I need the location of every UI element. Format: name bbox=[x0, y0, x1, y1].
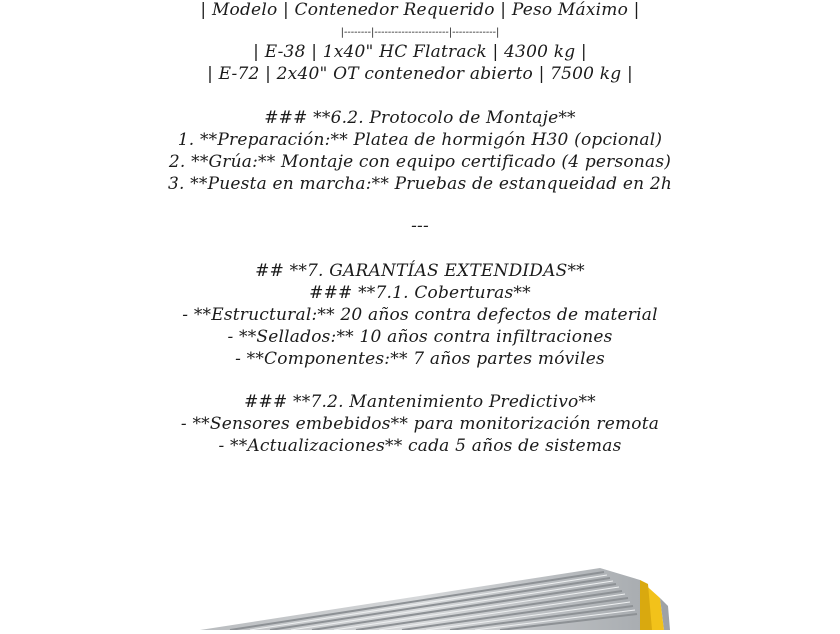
section-heading-6-2: ### **6.2. Protocolo de Montaje** bbox=[264, 108, 576, 128]
table-row: | E-72 | 2x40" OT contenedor abierto | 7500 kg | bbox=[207, 64, 633, 84]
list-item: - **Componentes:** 7 años partes móviles bbox=[235, 349, 605, 369]
list-item: - **Actualizaciones** cada 5 años de sistemas bbox=[218, 436, 622, 456]
list-item: - **Estructural:** 20 años contra defectos de material bbox=[182, 305, 658, 325]
list-item: 2. **Grúa:** Montaje con equipo certificado (4 personas) bbox=[168, 152, 672, 172]
corrugated-panel-icon bbox=[0, 540, 840, 630]
section-heading-7: ## **7. GARANTÍAS EXTENDIDAS** bbox=[255, 261, 585, 281]
table-row: | E-38 | 1x40" HC Flatrack | 4300 kg | bbox=[253, 42, 587, 62]
list-item: 3. **Puesta en marcha:** Pruebas de estanqueidad en 2h bbox=[167, 174, 673, 194]
list-item: - **Sensores embebidos** para monitorización remota bbox=[180, 414, 660, 434]
list-item: - **Sellados:** 10 años contra infiltraciones bbox=[227, 327, 613, 347]
section-heading-7-2: ### **7.2. Mantenimiento Predictivo** bbox=[244, 392, 596, 412]
divider: --- bbox=[411, 216, 429, 236]
list-item: 1. **Preparación:** Platea de hormigón H30 (opcional) bbox=[177, 130, 663, 150]
section-heading-7-1: ### **7.1. Coberturas** bbox=[309, 283, 531, 303]
corrugated-panel-image bbox=[0, 540, 840, 630]
table-separator: |--------|----------------------|-------------| bbox=[340, 27, 500, 38]
table-header: | Modelo | Contenedor Requerido | Peso Máximo | bbox=[200, 0, 640, 20]
